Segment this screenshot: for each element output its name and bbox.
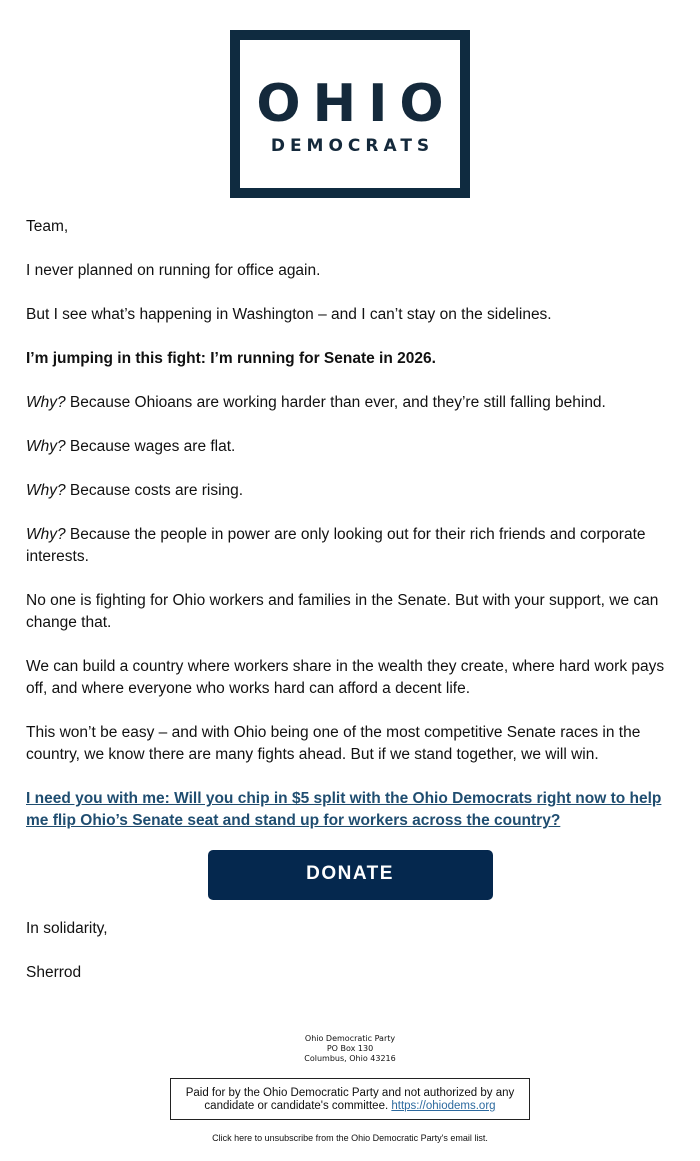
why-text: Because wages are flat. — [65, 438, 236, 455]
logo-sub-text: DEMOCRATS — [270, 136, 435, 156]
paragraph-1: I never planned on running for office again. — [26, 262, 321, 279]
why-text: Because Ohioans are working harder than ever, and they’re still falling behind. — [65, 394, 606, 411]
email-body — [26, 216, 678, 854]
mailing-address — [0, 1034, 700, 1064]
address-line-3: Columbus, Ohio 43216 — [304, 1054, 396, 1063]
cta-paragraph — [26, 788, 678, 832]
paragraph-2: But I see what’s happening in Washington – and I can’t stay on the sidelines. — [26, 306, 552, 323]
disclaimer-text: Paid for by the Ohio Democratic Party and not authorized by any candidate or candidate's committee. — [185, 1087, 515, 1112]
logo-main-text: OHIO — [256, 74, 456, 134]
why-text: Because the people in power are only looking out for their rich friends and corporate interests. — [26, 526, 646, 565]
why-paragraph-3 — [26, 480, 678, 502]
why-label: Why? — [26, 482, 66, 499]
paragraph-5: We can build a country where workers share in the wealth they create, where hard work pays off, and where everyone who works hard can afford a decent life. — [26, 658, 665, 697]
greeting: Team, — [26, 218, 69, 235]
why-label: Why? — [26, 394, 66, 411]
signature: Sherrod — [26, 964, 82, 981]
donate-cta-link[interactable]: I need you with me: Will you chip in $5 split with the Ohio Democrats right now to help me flip Ohio’s Senate seat and stand up for workers across the country? — [26, 790, 662, 829]
donate-row — [0, 850, 700, 900]
address-line-2: PO Box 130 — [326, 1044, 374, 1053]
unsubscribe-link[interactable]: Click here to unsubscribe from the Ohio Democratic Party's email list. — [212, 1133, 488, 1143]
announcement: I’m jumping in this fight: I’m running for Senate in 2026. — [26, 350, 436, 367]
paragraph-4: No one is fighting for Ohio workers and families in the Senate. But with your support, we can change that. — [26, 592, 659, 631]
why-paragraph-1 — [26, 392, 678, 414]
why-paragraph-4 — [26, 524, 678, 568]
why-text: Because costs are rising. — [65, 482, 244, 499]
ohio-democrats-logo — [230, 30, 470, 198]
signoff-block — [26, 918, 108, 1006]
why-label: Why? — [26, 526, 66, 543]
donate-button[interactable]: DONATE — [208, 850, 493, 900]
signoff: In solidarity, — [26, 920, 108, 937]
paid-for-disclaimer — [170, 1078, 530, 1120]
paragraph-6: This won’t be easy – and with Ohio being one of the most competitive Senate races in the country, we know there are many fights ahead. But if we stand together, we will win. — [26, 724, 641, 763]
ohiodems-link[interactable]: https://ohiodems.org — [391, 1100, 496, 1112]
why-paragraph-2 — [26, 436, 678, 458]
why-label: Why? — [26, 438, 66, 455]
address-line-1: Ohio Democratic Party — [304, 1034, 396, 1043]
